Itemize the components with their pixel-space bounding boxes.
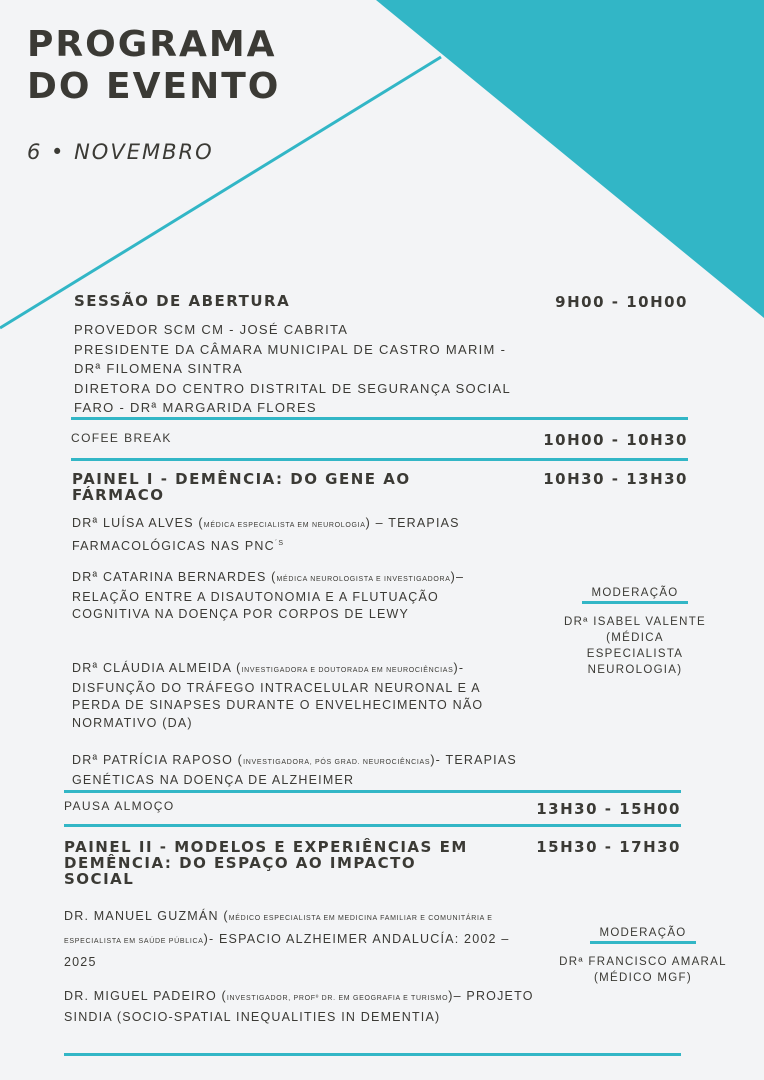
event-date: 6 • NOVEMBRO [27,140,214,164]
panel1-title [72,471,411,503]
talk-topic: ) – TERAPIAS FARMACOLÓGICAS NAS PNC [72,516,460,553]
talk-speaker: DR. MANUEL GUZMÁN ( [64,909,229,923]
talk-suffix: ´S [274,539,285,547]
panel2-moderation [548,927,738,986]
talk-item [72,752,532,789]
talk-speaker: DRª LUÍSA ALVES ( [72,516,204,530]
moderation-rule [582,601,688,604]
opening-line: DRª FILOMENA SINTRA [74,361,243,376]
opening-time: 9H00 - 10H00 [555,293,688,311]
coffee-break-time: 10H00 - 10H30 [543,431,688,449]
opening-title [74,293,290,309]
title-line-1: PROGRAMA [27,24,277,65]
talk-affiliation: INVESTIGADORA, PÓS GRAD. NEUROCIÊNCIAS [243,759,431,766]
talk-item [72,660,522,732]
talk-affiliation: INVESTIGADOR, PROFº DR. EM GEOGRAFIA E TURISMO [226,995,449,1002]
talk-item [72,569,512,624]
panel2-title-line: PAINEL II - MODELOS E EXPERIÊNCIAS EM [64,838,468,856]
talk-affiliation: MÉDICA NEUROLOGISTA E INVESTIGADORA [276,576,451,583]
panel1-title-line: FÁRMACO [72,486,165,504]
talk-item [64,906,534,973]
lunch-time: 13H30 - 15H00 [536,800,681,818]
opening-line: DIRETORA DO CENTRO DISTRITAL DE SEGURANÇA SOCIAL [74,380,512,396]
divider-rule [64,790,681,793]
moderator-line: (MÉDICO MGF) [593,972,692,984]
opening-title-text: SESSÃO DE ABERTURA [74,292,291,310]
talk-topic: )– RELAÇÃO ENTRE A DISAUTONOMIA E A FLUTUAÇÃO COGNITIVA NA DOENÇA POR CORPOS DE LEWY [72,570,465,621]
moderation-rule [590,941,696,944]
moderator-line: NEUROLOGIA) [587,664,683,676]
lunch-label: PAUSA ALMOÇO [64,799,175,813]
talk-affiliation: MÉDICO ESPECIALISTA EM MEDICINA FAMILIAR E COMUNITÁRIA E ESPECIALISTA EM SAÚDE PÚBLICA [64,915,493,945]
moderator-line: DRª ISABEL VALENTE [563,616,707,628]
panel2-title-line: SOCIAL [64,870,135,888]
talk-speaker: DRª CLÁUDIA ALMEIDA ( [72,661,242,675]
panel1-moderation [560,587,710,678]
moderator-line: DRª FRANCISCO AMARAL [559,956,727,968]
teal-corner-triangle [376,0,764,318]
talk-topic: )- ESPACIO ALZHEIMER ANDALUCÍA: 2002 – 2025 [64,932,510,969]
moderation-label: MODERAÇÃO [599,927,687,939]
talk-topic: )- TERAPIAS GENÉTICAS NA DOENÇA DE ALZHEIMER [72,753,517,787]
moderator [560,614,710,678]
divider-rule [71,458,688,461]
talk-speaker: DR. MIGUEL PADEIRO ( [64,989,227,1003]
panel2-title [64,839,468,887]
opening-line: PRESIDENTE DA CÂMARA MUNICIPAL DE CASTRO MARIM - [74,341,507,357]
opening-speakers [74,320,511,418]
divider-rule [71,417,688,420]
moderation-label: MODERAÇÃO [591,587,679,599]
talk-item [64,987,534,1027]
coffee-break-label: COFEE BREAK [71,431,172,445]
talk-speaker: DRª CATARINA BERNARDES ( [72,570,277,584]
opening-line: FARO - DRª MARGARIDA FLORES [74,400,317,415]
talk-topic: )– PROJETO SINDIA (SOCIO-SPATIAL INEQUALITIES IN DEMENTIA) [64,989,534,1024]
panel2-time: 15H30 - 17H30 [536,838,681,856]
talk-affiliation: INVESTIGADORA E DOUTORADA EM NEUROCIÊNCIAS [241,667,454,674]
panel1-time: 10H30 - 13H30 [543,470,688,488]
moderator [548,954,738,986]
title-line-2: DO EVENTO [27,66,281,107]
moderator-line: (MÉDICA ESPECIALISTA [586,632,684,660]
panel1-title-line: PAINEL I - DEMÊNCIA: DO GENE AO [72,470,411,488]
divider-rule [64,1053,681,1056]
talk-topic: )- DISFUNÇÃO DO TRÁFEGO INTRACELULAR NEURONAL E A PERDA DE SINAPSES DURANTE O ENVELHECIMENTO NÃO NORMATIVO (DA) [72,661,484,730]
talk-item [72,515,512,555]
talk-speaker: DRª PATRÍCIA RAPOSO ( [72,753,244,767]
panel2-title-line: DEMÊNCIA: DO ESPAÇO AO IMPACTO [64,854,417,872]
divider-rule [64,824,681,827]
page-title [27,24,280,108]
talk-affiliation: MÉDICA ESPECIALISTA EM NEUROLOGIA [203,522,366,529]
opening-line: PROVEDOR SCM CM - JOSÉ CABRITA [74,322,349,337]
